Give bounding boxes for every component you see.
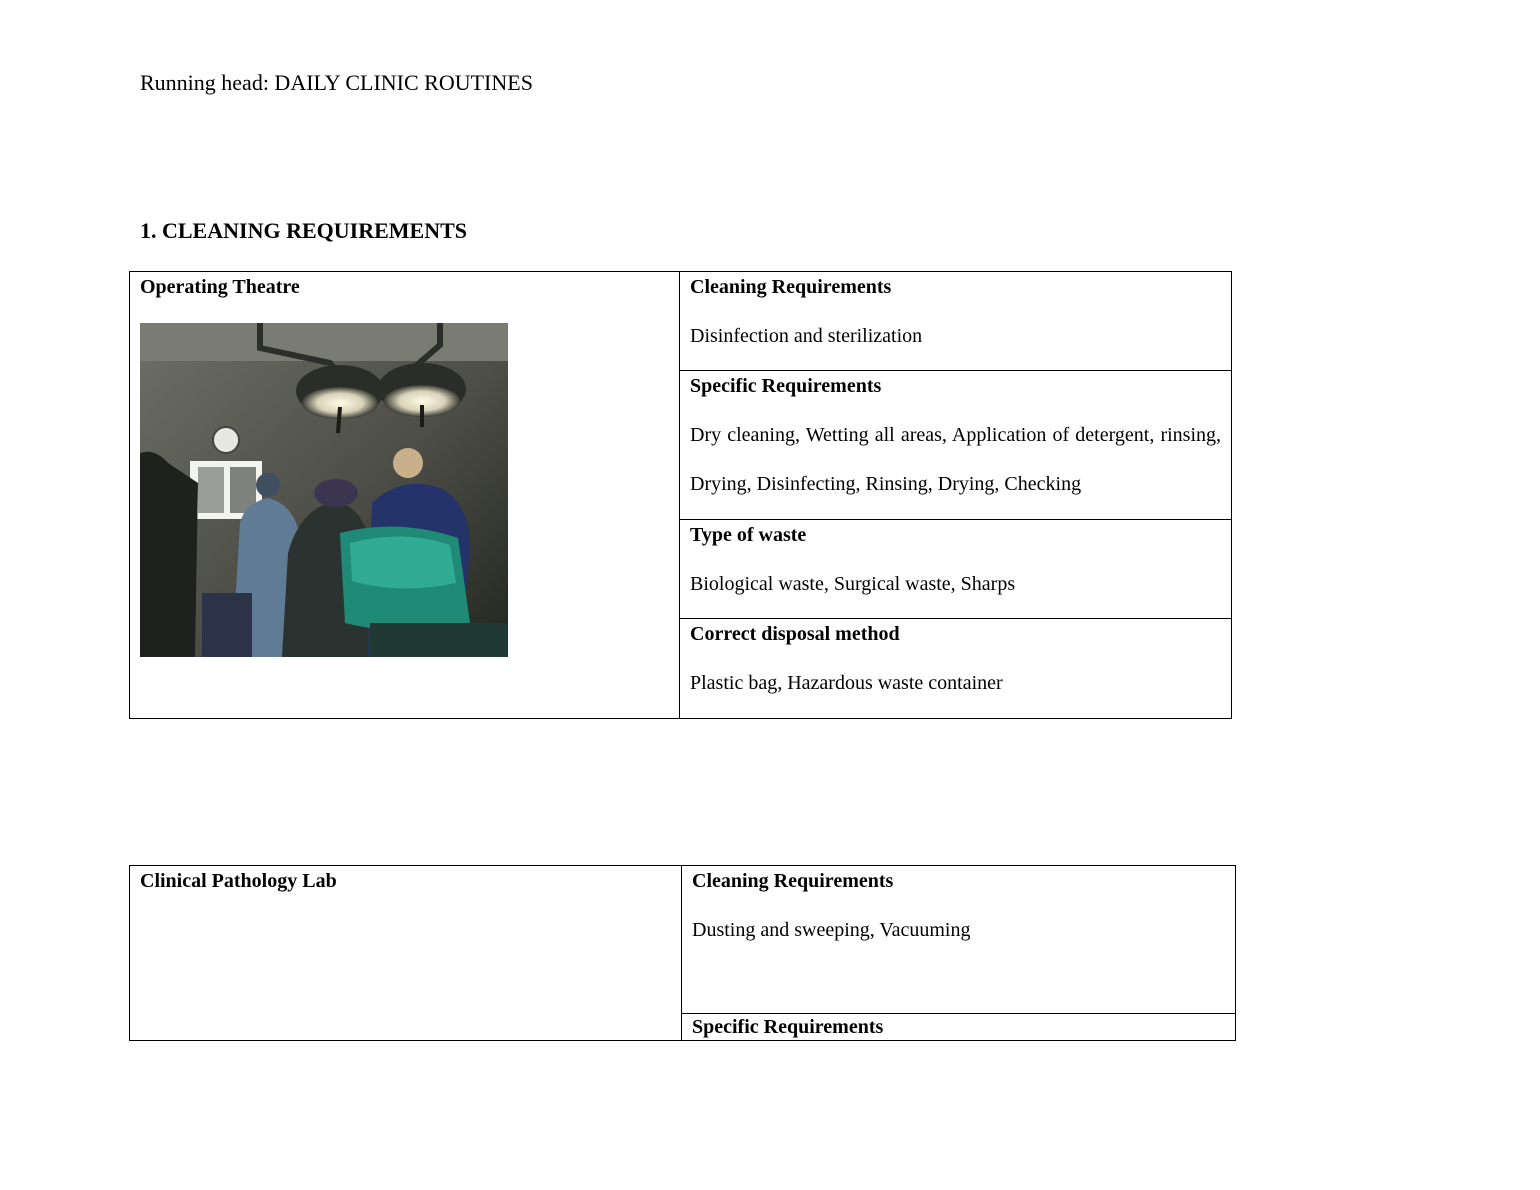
operating-room-photo [140,323,508,657]
specific-requirements-text: Dry cleaning, Wetting all areas, Application of detergent, rinsing, Drying, Disinfecting, Rinsing, Drying, Checking [690,424,1221,495]
cleaning-requirements-text: Disinfection and sterilization [690,325,923,347]
type-of-waste-text: Biological waste, Surgical waste, Sharps [690,573,1016,595]
specific-requirements-title: Specific Requirements [692,1016,884,1038]
cleaning-requirements-title: Cleaning Requirements [692,870,894,892]
disposal-method-text: Plastic bag, Hazardous waste container [690,672,1003,694]
operating-theatre-table [129,271,1232,719]
section-heading: 1. CLEANING REQUIREMENTS [140,218,467,243]
disposal-method-title: Correct disposal method [690,623,900,645]
cleaning-requirements-cell [682,866,1236,1014]
specific-requirements-cell [682,1014,1236,1041]
clinical-pathology-table [129,865,1236,1041]
operating-theatre-cell [130,272,680,719]
specific-requirements-cell [680,371,1232,520]
specific-requirements-title: Specific Requirements [690,375,882,397]
type-of-waste-cell [680,520,1232,619]
disposal-method-cell [680,619,1232,719]
area-title: Clinical Pathology Lab [140,870,337,892]
running-head: Running head: DAILY CLINIC ROUTINES [140,70,533,95]
cleaning-requirements-title: Cleaning Requirements [690,276,892,298]
cleaning-requirements-cell [680,272,1232,371]
cleaning-requirements-text: Dusting and sweeping, Vacuuming [692,919,971,941]
area-title: Operating Theatre [140,276,300,298]
type-of-waste-title: Type of waste [690,524,807,546]
clinical-pathology-cell [130,866,682,1041]
